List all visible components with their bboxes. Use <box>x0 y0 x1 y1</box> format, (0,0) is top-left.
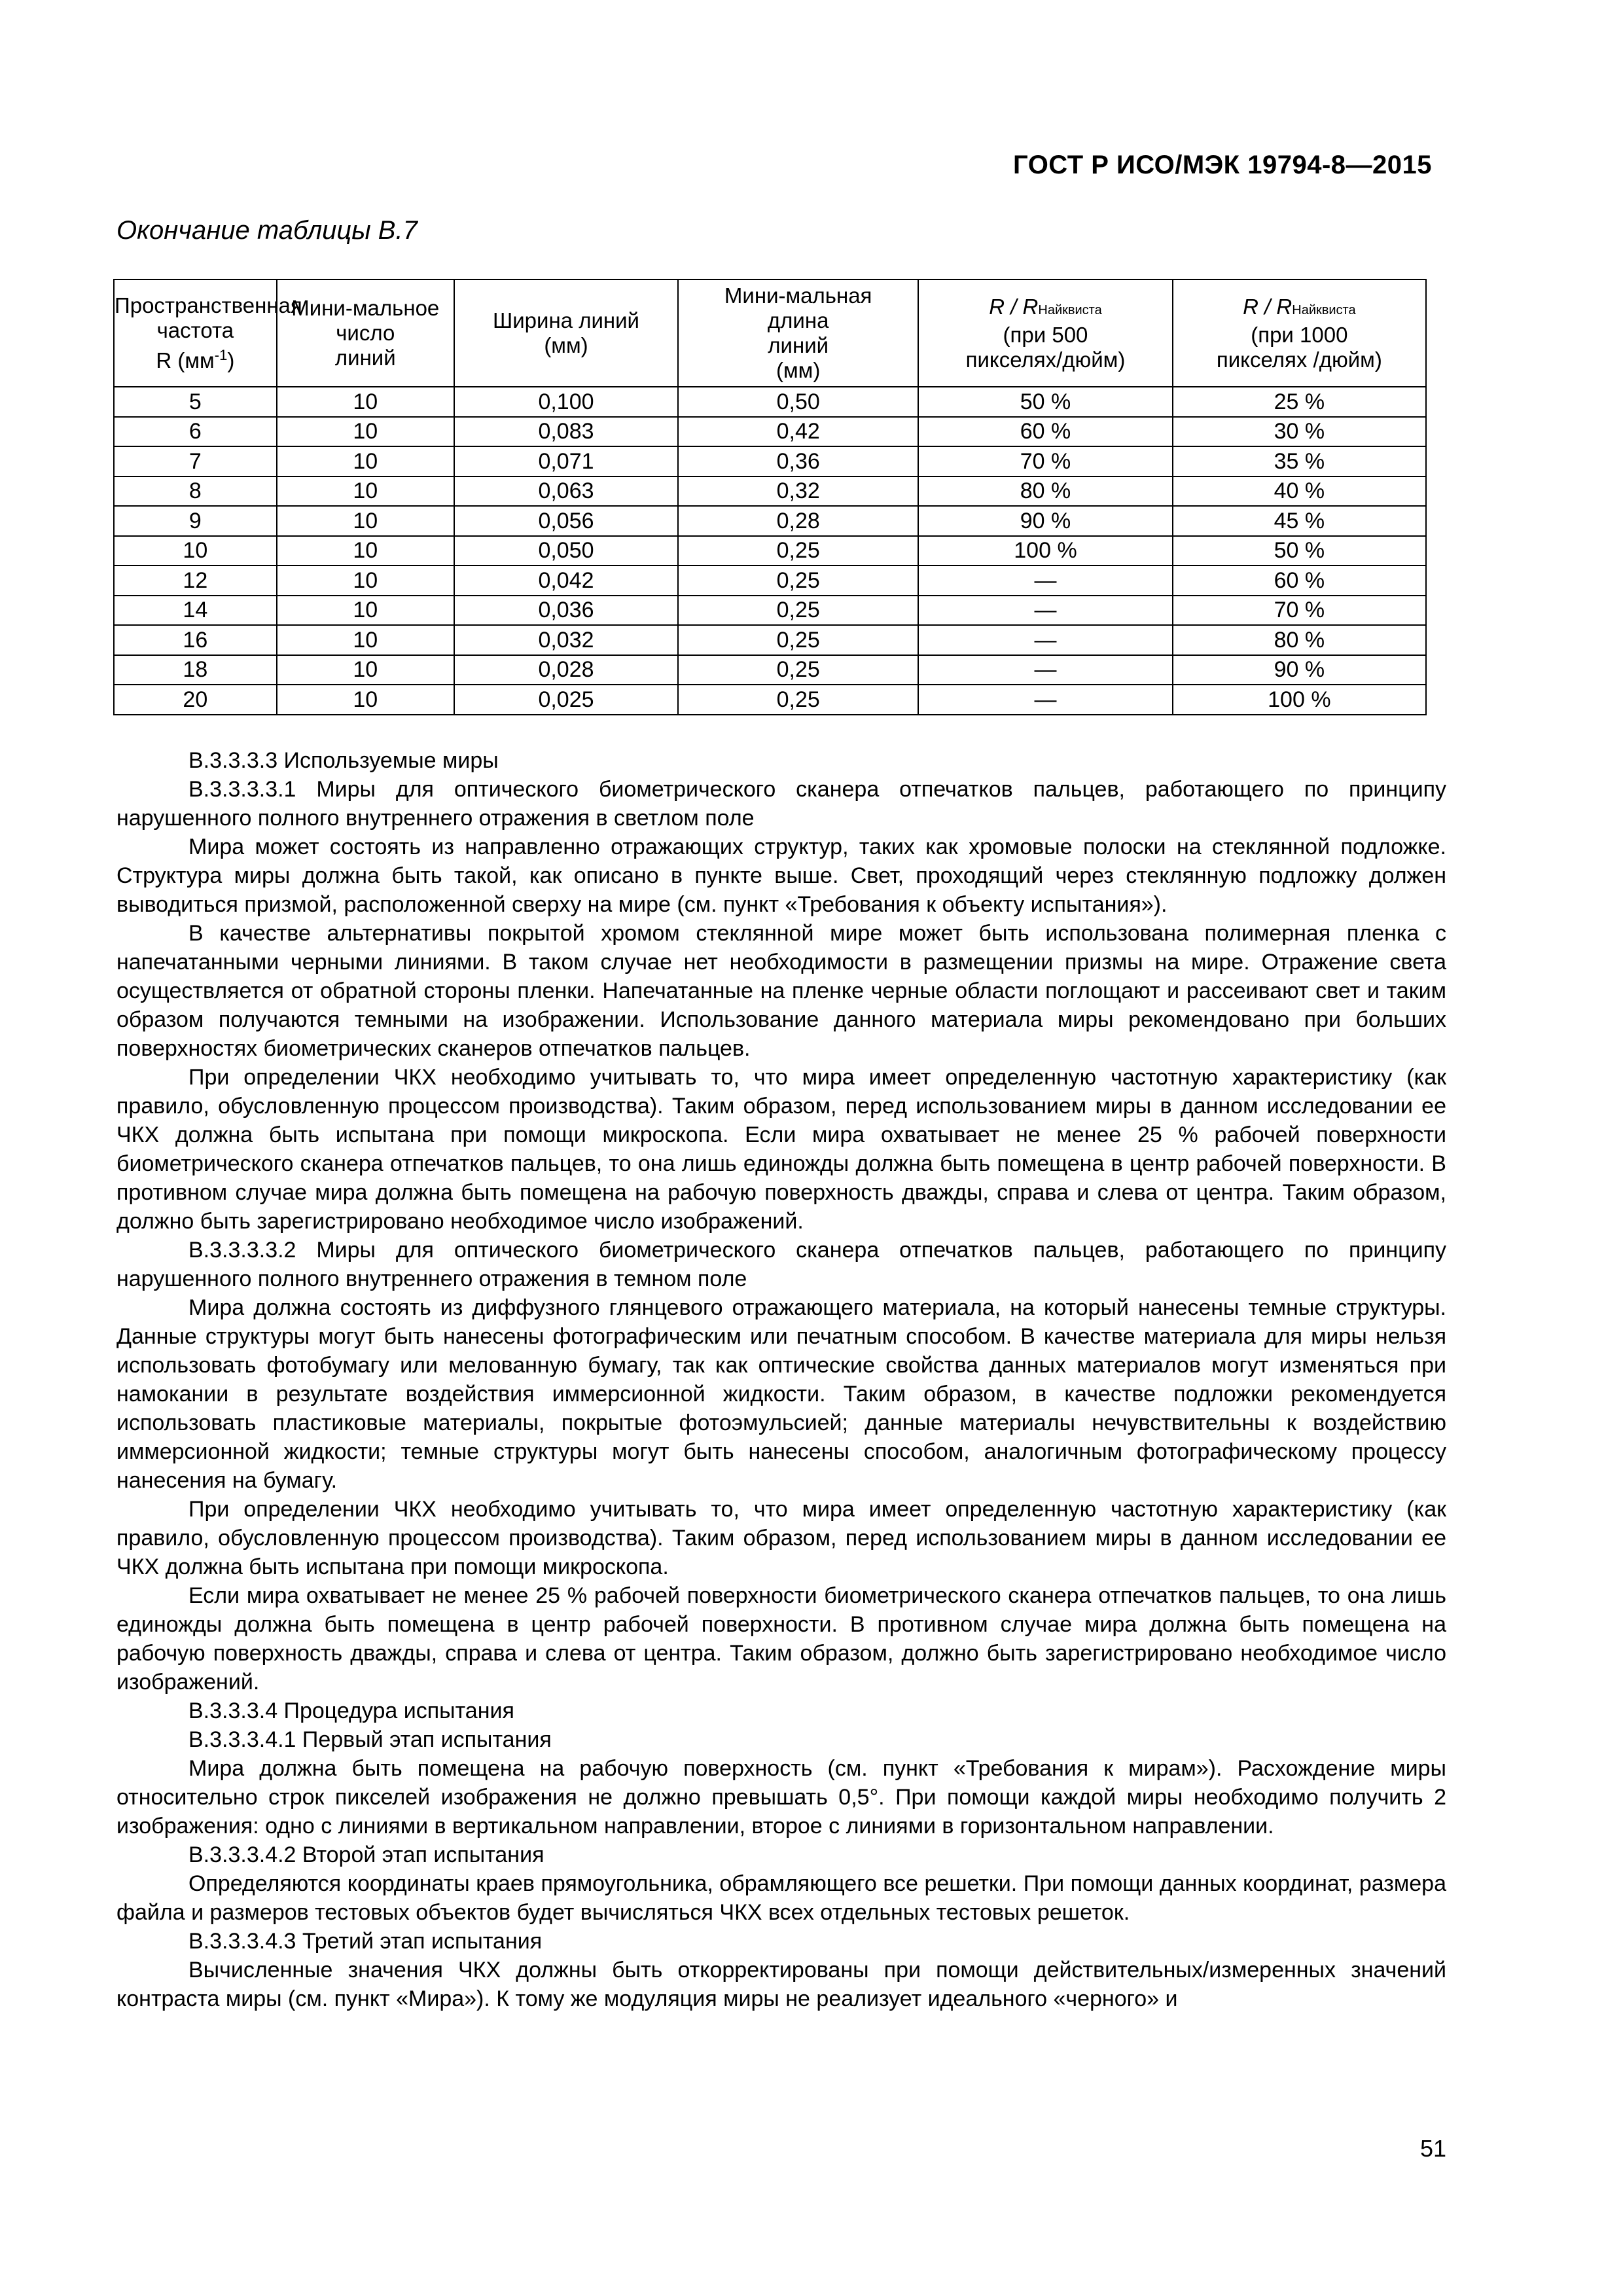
table-cell: 80 % <box>1173 625 1426 655</box>
table-cell: 14 <box>114 596 277 626</box>
paragraph: В.3.3.3.4 Процедура испытания <box>188 1698 514 1723</box>
table-cell: 12 <box>114 565 277 596</box>
table-row <box>114 387 1426 417</box>
table-cell: 60 % <box>1173 565 1426 596</box>
table-header-row <box>114 279 1426 387</box>
table-caption: Окончание таблицы В.7 <box>116 216 418 245</box>
table-row <box>114 506 1426 536</box>
table-cell: 10 <box>277 596 454 626</box>
paragraph: В.3.3.3.3.2 Миры для оптического биометрического сканера отпечатков пальцев, работающего по принципу нарушенного полного внутреннего отражения в темном поле <box>116 1238 1446 1291</box>
table-cell: 10 <box>277 536 454 566</box>
header-min-line-count: Мини-мальное число линий <box>277 279 454 387</box>
table-cell: 10 <box>277 506 454 536</box>
paragraph: Мира может состоять из направленно отражающих структур, таких как хромовые полоски на стеклянной подложке. Структура миры должна быть такой, как описано в пункте выше. Свет, проходящий через стеклянную подложку должен выводиться призмой, расположенной сверху на мире (см. пункт «Требования к объекту испытания»). <box>116 834 1446 917</box>
table-cell: 0,28 <box>678 506 918 536</box>
table-cell: 0,063 <box>454 476 678 507</box>
paragraph: В.3.3.3.4.3 Третий этап испытания <box>188 1929 543 1954</box>
table-cell: 10 <box>277 655 454 685</box>
table-cell: 0,25 <box>678 625 918 655</box>
table-cell: 0,42 <box>678 417 918 447</box>
paragraph: В.3.3.3.4.2 Второй этап испытания <box>188 1842 544 1867</box>
table-cell: 10 <box>277 685 454 715</box>
table-cell: 0,50 <box>678 387 918 417</box>
table-cell: — <box>918 565 1172 596</box>
table-cell: 50 % <box>1173 536 1426 566</box>
table-cell: 0,056 <box>454 506 678 536</box>
table-cell: 0,042 <box>454 565 678 596</box>
table-cell: 0,083 <box>454 417 678 447</box>
table-row <box>114 446 1426 476</box>
table-cell: 10 <box>277 625 454 655</box>
table-cell: 0,036 <box>454 596 678 626</box>
table-cell: — <box>918 625 1172 655</box>
table-cell: — <box>918 655 1172 685</box>
table-cell: 30 % <box>1173 417 1426 447</box>
paragraph: Вычисленные значения ЧКХ должны быть откорректированы при помощи действительных/измеренных значений контраста миры (см. пункт «Мира»). К тому же модуляция миры не реализует идеального «черного» и <box>116 1958 1446 2011</box>
paragraph: В.3.3.3.4.1 Первый этап испытания <box>188 1727 552 1752</box>
paragraph: В качестве альтернативы покрытой хромом стеклянной мире может быть использована полимерная пленка с напечатанными черными линиями. В таком случае нет необходимости в размещении призмы на мире. Отражение света осуществляется от обратной стороны пленки. Напечатанные на пленке черные области поглощают и рассеивают свет и таким образом получаются темными на изображении. Использование данного материала миры рекомендовано при больших поверхностях биометрических сканеров отпечатков пальцев. <box>116 921 1446 1061</box>
table-cell: 100 % <box>1173 685 1426 715</box>
table-cell: — <box>918 685 1172 715</box>
paragraph: Определяются координаты краев прямоугольника, обрамляющего все решетки. При помощи данных координат, размера файла и размеров тестовых объектов будет вычисляться ЧКХ всех отдельных тестовых решеток. <box>116 1871 1446 1925</box>
table-cell: 0,25 <box>678 655 918 685</box>
table-row <box>114 625 1426 655</box>
header-ratio-1000ppi: R / RНайквиста (при 1000 пикселях /дюйм) <box>1173 279 1426 387</box>
paragraph: Мира должна состоять из диффузного глянцевого отражающего материала, на который нанесены темные структуры. Данные структуры могут быть нанесены фотографическим или печатным способом. В качестве материала для миры нельзя использовать фотобумагу или мелованную бумагу, так как оптические свойства данных материалов могут изменяться при намокании в результате воздействия иммерсионной жидкости. Таким образом, в качестве подложки рекомендуется использовать пластиковые материалы, покрытые фотоэмульсией; данные материалы нечувствительны к воздействию иммерсионной жидкости; темные структуры могут быть нанесены способом, аналогичным фотографическому процессу нанесения на бумагу. <box>116 1295 1446 1493</box>
table-cell: 40 % <box>1173 476 1426 507</box>
resolution-table <box>113 279 1427 715</box>
table-row <box>114 596 1426 626</box>
table-row <box>114 476 1426 507</box>
table-cell: 5 <box>114 387 277 417</box>
table-row <box>114 536 1426 566</box>
table-cell: 45 % <box>1173 506 1426 536</box>
table-cell: 0,032 <box>454 625 678 655</box>
paragraph: Мира должна быть помещена на рабочую поверхность (см. пункт «Требования к мирам»). Расхождение миры относительно строк пикселей изображения не должно превышать 0,5°. При помощи каждой миры необходимо получить 2 изображения: одно с линиями в вертикальном направлении, второе с линиями в горизонтальном направлении. <box>116 1756 1446 1839</box>
table-cell: 35 % <box>1173 446 1426 476</box>
table-cell: 9 <box>114 506 277 536</box>
paragraph: В.3.3.3.3 Используемые миры <box>188 748 499 773</box>
table-cell: 7 <box>114 446 277 476</box>
body-text <box>116 746 1446 2013</box>
table-cell: 0,25 <box>678 536 918 566</box>
table-cell: 0,36 <box>678 446 918 476</box>
table-cell: 90 % <box>918 506 1172 536</box>
table-cell: 90 % <box>1173 655 1426 685</box>
table-cell: 20 <box>114 685 277 715</box>
table-cell: 50 % <box>918 387 1172 417</box>
table-cell: 70 % <box>1173 596 1426 626</box>
document-code: ГОСТ Р ИСО/МЭК 19794-8—2015 <box>1013 151 1432 179</box>
table-row <box>114 655 1426 685</box>
table-cell: 10 <box>277 476 454 507</box>
header-min-line-length: Мини-мальная длина линий (мм) <box>678 279 918 387</box>
paragraph: Если мира охватывает не менее 25 % рабочей поверхности биометрического сканера отпечатков пальцев, то она лишь единожды должна быть помещена в центр рабочей поверхности. В противном случае мира должна быть помещена на рабочую поверхность дважды, справа и слева от центра. Таким образом, должно быть зарегистрировано необходимое число изображений. <box>116 1583 1446 1695</box>
header-spatial-frequency: Пространственная частота R $(мм^{-1})$ <box>114 279 277 387</box>
paragraph: В.3.3.3.3.1 Миры для оптического биометрического сканера отпечатков пальцев, работающего по принципу нарушенного полного внутреннего отражения в светлом поле <box>116 777 1446 831</box>
table-cell: 0,25 <box>678 565 918 596</box>
table-body <box>114 387 1426 715</box>
table-cell: 25 % <box>1173 387 1426 417</box>
table-cell: 10 <box>277 387 454 417</box>
table-cell: 10 <box>277 417 454 447</box>
table-cell: 8 <box>114 476 277 507</box>
table-row <box>114 565 1426 596</box>
header-ratio-500ppi: R / RНайквиста (при 500 пикселях/дюйм) <box>918 279 1172 387</box>
table-row <box>114 417 1426 447</box>
table-cell: 70 % <box>918 446 1172 476</box>
table-cell: 0,25 <box>678 596 918 626</box>
table-cell: 18 <box>114 655 277 685</box>
page-number: 51 <box>1419 2135 1446 2162</box>
table-row <box>114 685 1426 715</box>
paragraph: При определении ЧКХ необходимо учитывать то, что мира имеет определенную частотную характеристику (как правило, обусловленную процессом производства). Таким образом, перед использованием миры в данном исследовании ее ЧКХ должна быть испытана при помощи микроскопа. <box>116 1497 1446 1579</box>
table-cell: 60 % <box>918 417 1172 447</box>
table-cell: 0,050 <box>454 536 678 566</box>
table-cell: 0,071 <box>454 446 678 476</box>
table-cell: 10 <box>114 536 277 566</box>
paragraph: При определении ЧКХ необходимо учитывать то, что мира имеет определенную частотную характеристику (как правило, обусловленную процессом производства). Таким образом, перед использованием миры в данном исследовании ее ЧКХ должна быть испытана при помощи микроскопа. Если мира охватывает не менее 25 % рабочей поверхности биометрического сканера отпечатков пальцев, то она лишь единожды должна быть помещена в центр рабочей поверхности. В противном случае мира должна быть помещена на рабочую поверхность дважды, справа и слева от центра. Таким образом, должно быть зарегистрировано необходимое число изображений. <box>116 1065 1446 1234</box>
header-line-width: Ширина линий (мм) <box>454 279 678 387</box>
table-cell: 100 % <box>918 536 1172 566</box>
table-cell: 16 <box>114 625 277 655</box>
table-cell: — <box>918 596 1172 626</box>
table-cell: 6 <box>114 417 277 447</box>
table-cell: 0,25 <box>678 685 918 715</box>
table-cell: 0,100 <box>454 387 678 417</box>
table-cell: 80 % <box>918 476 1172 507</box>
table-cell: 10 <box>277 565 454 596</box>
table-cell: 0,32 <box>678 476 918 507</box>
table-cell: 0,025 <box>454 685 678 715</box>
table-cell: 0,028 <box>454 655 678 685</box>
table-cell: 10 <box>277 446 454 476</box>
